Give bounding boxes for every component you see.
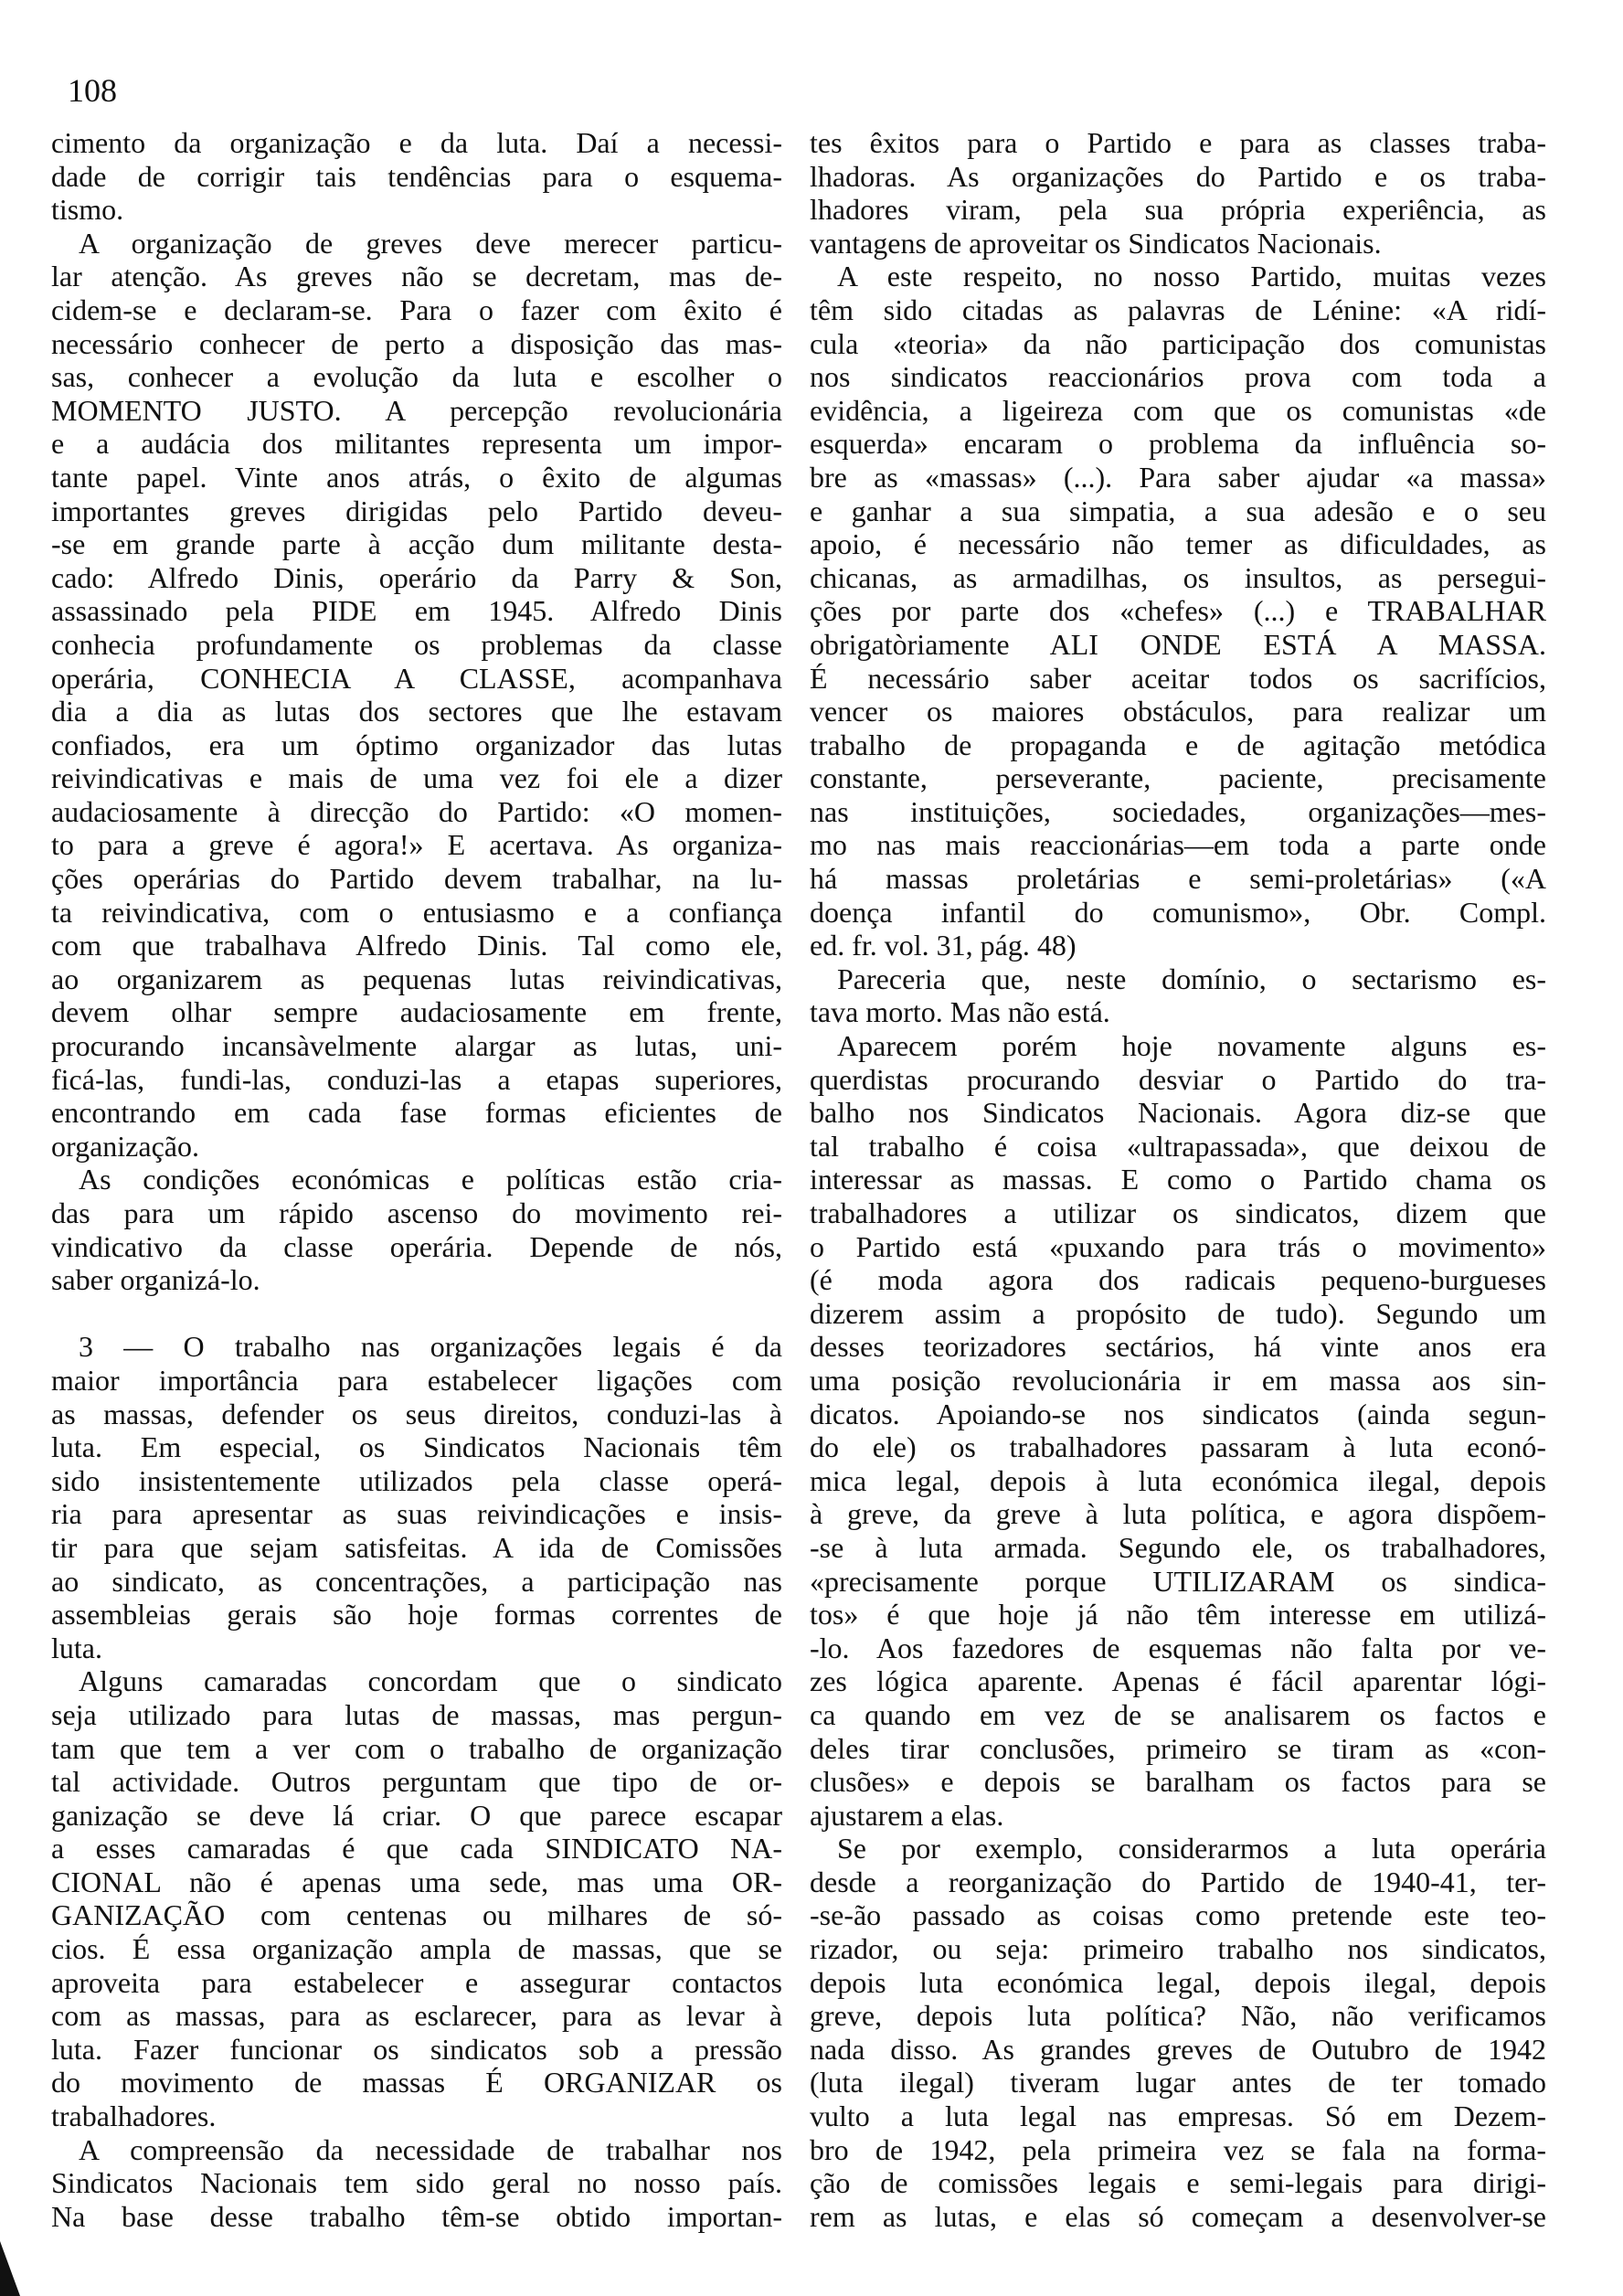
- text-line: e a audácia dos militantes representa um impor-: [51, 427, 782, 461]
- text-line: cimento da organização e da luta. Daí a necessi-: [51, 126, 782, 159]
- paragraph: [810, 962, 1546, 1029]
- text-line: assembleias gerais são hoje formas correntes de: [51, 1598, 782, 1632]
- text-line: «precisamente porque UTILIZARAM os sindica-: [810, 1564, 1546, 1598]
- text-line: tante papel. Vinte anos atrás, o êxito de algumas: [51, 460, 782, 494]
- text-line: nos sindicatos reaccionários prova com toda a: [810, 360, 1546, 394]
- right-column: [810, 126, 1546, 2233]
- text-line: há massas proletárias e semi-proletárias» («A: [810, 862, 1546, 896]
- text-line: as massas, defender os seus direitos, conduzi-las à: [51, 1397, 782, 1430]
- paragraph: [51, 1163, 782, 1296]
- text-line: do ele) os trabalhadores passaram à luta econó-: [810, 1430, 1546, 1464]
- text-line: ções operárias do Partido devem trabalhar, na lu-: [51, 862, 782, 896]
- text-line: obrigatòriamente ALI ONDE ESTÁ A MASSA.: [810, 627, 1546, 661]
- text-line: lar atenção. As greves não se decretam, mas de-: [51, 260, 782, 293]
- paragraph-gap: [51, 1297, 782, 1331]
- text-line: Alguns camaradas concordam que o sindicato: [79, 1664, 782, 1698]
- text-line: e ganhar a sua simpatia, a sua adesão e o seu: [810, 494, 1546, 527]
- text-line: evidência, a ligeireza com que os comunistas «de: [810, 393, 1546, 427]
- text-line: cidem-se e declaram-se. Para o fazer com êxito é: [51, 292, 782, 326]
- text-line: desde a reorganização do Partido de 1940-41, ter-: [810, 1865, 1546, 1898]
- text-line: ções por parte dos «chefes» (...) e TRABALHAR: [810, 594, 1546, 628]
- text-line: devem olhar sempre audaciosamente em frente,: [51, 995, 782, 1029]
- text-line: tismo.: [51, 193, 124, 227]
- text-line: cula «teoria» da não participação dos comunistas: [810, 326, 1546, 360]
- text-line: -se-ão passado as coisas como pretende este teo-: [810, 1898, 1546, 1932]
- text-line: greve, depois luta política? Não, não verificamos: [810, 1999, 1546, 2033]
- text-line: balho nos Sindicatos Nacionais. Agora diz-se que: [810, 1096, 1546, 1130]
- text-line: chicanas, as armadilhas, os insultos, as persegui-: [810, 560, 1546, 594]
- text-line: vindicativo da classe operária. Depende de nós,: [51, 1229, 782, 1263]
- text-line: encontrando em cada fase formas eficientes de: [51, 1096, 782, 1130]
- text-line: ao organizarem as pequenas lutas reivindicativas,: [51, 962, 782, 995]
- text-line: ria para apresentar as suas reivindicações e insis-: [51, 1497, 782, 1531]
- paragraph: [51, 2133, 782, 2234]
- text-line: ajustarem a elas.: [810, 1798, 1004, 1832]
- text-line: luta. Em especial, os Sindicatos Nacionais têm: [51, 1430, 782, 1464]
- text-line: dia a dia as lutas dos sectores que lhe estavam: [51, 695, 782, 728]
- text-line: ta reivindicativa, com o entusiasmo e a confiança: [51, 895, 782, 929]
- text-line: desses teorizadores sectários, há vinte anos era: [810, 1330, 1546, 1364]
- text-line: deles tirar conclusões, primeiro se tiram as «con-: [810, 1731, 1546, 1765]
- text-line: É necessário saber aceitar todos os sacrifícios,: [810, 661, 1546, 695]
- text-line: maior importância para estabelecer ligações com: [51, 1363, 782, 1397]
- text-line: -se em grande parte à acção dum militante desta-: [51, 527, 782, 561]
- text-line: luta.: [51, 1631, 102, 1664]
- text-line: A organização de greves deve merecer particu-: [79, 226, 782, 260]
- paragraph: [810, 1832, 1546, 2233]
- text-line: luta. Fazer funcionar os sindicatos sob a pressão: [51, 2032, 782, 2066]
- text-line: ficá-las, fundi-las, conduzi-las a etapas superiores,: [51, 1062, 782, 1096]
- paragraph: [51, 1664, 782, 2132]
- text-line: seja utilizado para lutas de massas, mas pergun-: [51, 1697, 782, 1731]
- text-line: assassinado pela PIDE em 1945. Alfredo Dinis: [51, 594, 782, 628]
- text-line: ção de comissões legais e semi-legais para dirigi-: [810, 2166, 1546, 2200]
- text-line: cado: Alfredo Dinis, operário da Parry & Son,: [51, 560, 782, 594]
- text-line: tes êxitos para o Partido e para as classes traba-: [810, 126, 1546, 159]
- text-line: vencer os maiores obstáculos, para realizar um: [810, 695, 1546, 728]
- text-line: rem as lutas, e elas só começam a desenvolver-se: [810, 2199, 1546, 2233]
- text-line: cios. É essa organização ampla de massas, que se: [51, 1932, 782, 1966]
- text-line: uma posição revolucionária ir em massa aos sin-: [810, 1363, 1546, 1397]
- text-line: doença infantil do comunismo», Obr. Compl.: [810, 895, 1546, 929]
- text-line: Aparecem porém hoje novamente alguns es-: [837, 1029, 1546, 1063]
- text-line: rizador, ou seja: primeiro trabalho nos sindicatos,: [810, 1932, 1546, 1966]
- text-line: nada disso. As grandes greves de Outubro de 1942: [810, 2032, 1546, 2066]
- text-line: mo nas mais reaccionárias—em toda a parte onde: [810, 828, 1546, 862]
- text-line: MOMENTO JUSTO. A percepção revolucionária: [51, 393, 782, 427]
- text-line: ganização se deve lá criar. O que parece escapar: [51, 1798, 782, 1832]
- text-line: dicatos. Apoiando-se nos sindicatos (ainda segun-: [810, 1397, 1546, 1430]
- text-line: do movimento de massas É ORGANIZAR os: [51, 2066, 782, 2099]
- text-line: esquerda» encaram o problema da influência so-: [810, 427, 1546, 461]
- text-line: A compreensão da necessidade de trabalhar nos: [79, 2132, 782, 2166]
- text-line: bro de 1942, pela primeira vez se fala na forma-: [810, 2132, 1546, 2166]
- text-line: -lo. Aos fazedores de esquemas não falta por ve-: [810, 1631, 1546, 1664]
- text-line: ao sindicato, as concentrações, a participação nas: [51, 1564, 782, 1598]
- text-line: lhadoras. As organizações do Partido e os traba-: [810, 159, 1546, 193]
- text-line: saber organizá-lo.: [51, 1263, 260, 1297]
- text-line: necessário conhecer de perto a disposição das mas-: [51, 326, 782, 360]
- text-line: trabalhadores a utilizar os sindicatos, dizem que: [810, 1196, 1546, 1229]
- text-line: aproveita para estabelecer e assegurar contactos: [51, 1965, 782, 1999]
- text-line: tava morto. Mas não está.: [810, 995, 1110, 1029]
- text-line: conhecia profundamente os problemas da classe: [51, 627, 782, 661]
- paragraph: [810, 260, 1546, 962]
- paragraph: [51, 126, 782, 227]
- text-line: têm sido citadas as palavras de Lénine: «A ridí-: [810, 292, 1546, 326]
- text-line: trabalhadores.: [51, 2099, 217, 2133]
- text-line: tam que tem a ver com o trabalho de organização: [51, 1731, 782, 1765]
- text-line: As condições económicas e políticas estão cria-: [79, 1163, 782, 1196]
- text-line: 3 — O trabalho nas organizações legais é da: [79, 1330, 782, 1364]
- text-line: dizerem assim a propósito de tudo). Segundo um: [810, 1296, 1546, 1330]
- text-line: Se por exemplo, considerarmos a luta operária: [837, 1832, 1546, 1866]
- text-line: organização.: [51, 1129, 199, 1163]
- text-line: trabalho de propaganda e de agitação metódica: [810, 728, 1546, 761]
- text-line: interessar as massas. E como o Partido chama os: [810, 1163, 1546, 1196]
- text-line: Sindicatos Nacionais tem sido geral no nosso país.: [51, 2166, 782, 2200]
- paragraph: [810, 1029, 1546, 1832]
- text-line: (é moda agora dos radicais pequeno-burgueses: [810, 1263, 1546, 1297]
- text-line: reivindicativas e mais de uma vez foi ele a dizer: [51, 761, 782, 795]
- text-line: (luta ilegal) tiveram lugar antes de ter tomado: [810, 2066, 1546, 2099]
- text-line: com que trabalhava Alfredo Dinis. Tal como ele,: [51, 929, 782, 962]
- paragraph: [51, 1330, 782, 1664]
- text-line: sido insistentemente utilizados pela classe operá-: [51, 1463, 782, 1497]
- left-column: [51, 126, 782, 2233]
- text-line: Pareceria que, neste domínio, o sectarismo es-: [837, 962, 1546, 995]
- text-line: audaciosamente à direcção do Partido: «O momen-: [51, 794, 782, 828]
- text-line: operária, CONHECIA A CLASSE, acompanhava: [51, 661, 782, 695]
- text-line: GANIZAÇÃO com centenas ou milhares de só-: [51, 1898, 782, 1932]
- text-line: mica legal, depois à luta económica ilegal, depois: [810, 1463, 1546, 1497]
- text-line: tal actividade. Outros perguntam que tipo de or-: [51, 1765, 782, 1799]
- text-line: -se à luta armada. Segundo ele, os trabalhadores,: [810, 1530, 1546, 1564]
- text-line: zes lógica aparente. Apenas é fácil aparentar lógi-: [810, 1664, 1546, 1698]
- text-line: depois luta económica legal, depois ilegal, depois: [810, 1965, 1546, 1999]
- text-line: to para a greve é agora!» E acertava. As organiza-: [51, 828, 782, 862]
- text-line: o Partido está «puxando para trás o movimento»: [810, 1229, 1546, 1263]
- text-line: com as massas, para as esclarecer, para as levar à: [51, 1999, 782, 2033]
- scan-artifact: [0, 2241, 20, 2296]
- text-line: apoio, é necessário não temer as dificuldades, as: [810, 527, 1546, 561]
- text-line: A este respeito, no nosso Partido, muitas vezes: [837, 260, 1546, 293]
- text-line: procurando incansàvelmente alargar as lutas, uni-: [51, 1029, 782, 1063]
- text-line: nas instituições, sociedades, organizações—mes-: [810, 794, 1546, 828]
- page-number: 108: [68, 72, 117, 109]
- text-line: querdistas procurando desviar o Partido do tra-: [810, 1062, 1546, 1096]
- text-line: clusões» e depois se baralham os factos para se: [810, 1765, 1546, 1799]
- text-line: ca quando em vez de se analisarem os factos e: [810, 1697, 1546, 1731]
- text-line: CIONAL não é apenas uma sede, mas uma OR-: [51, 1865, 782, 1898]
- text-line: vantagens de aproveitar os Sindicatos Nacionais.: [810, 226, 1382, 260]
- text-line: confiados, era um óptimo organizador das lutas: [51, 728, 782, 761]
- text-line: a esses camaradas é que cada SINDICATO NA-: [51, 1832, 782, 1866]
- text-line: dade de corrigir tais tendências para o esquema-: [51, 159, 782, 193]
- text-line: constante, perseverante, paciente, precisamente: [810, 761, 1546, 795]
- text-line: tal trabalho é coisa «ultrapassada», que deixou de: [810, 1129, 1546, 1163]
- text-line: lhadores viram, pela sua própria experiência, as: [810, 193, 1546, 227]
- text-line: das para um rápido ascenso do movimento rei-: [51, 1196, 782, 1229]
- text-line: à greve, da greve à luta política, e agora dispõem-: [810, 1497, 1546, 1531]
- text-line: ed. fr. vol. 31, pág. 48): [810, 929, 1077, 962]
- text-line: importantes greves dirigidas pelo Partido deveu-: [51, 494, 782, 527]
- paragraph: [810, 126, 1546, 260]
- paragraph: [51, 227, 782, 1164]
- text-line: tos» é que hoje já não têm interesse em utilizá-: [810, 1598, 1546, 1632]
- text-line: bre as «massas» (...). Para saber ajudar «a massa»: [810, 460, 1546, 494]
- text-line: sas, conhecer a evolução da luta e escolher o: [51, 360, 782, 394]
- text-line: tir para que sejam satisfeitas. A ida de Comissões: [51, 1530, 782, 1564]
- text-line: vulto a luta legal nas empresas. Só em Dezem-: [810, 2099, 1546, 2133]
- text-line: Na base desse trabalho têm-se obtido importan-: [51, 2199, 782, 2233]
